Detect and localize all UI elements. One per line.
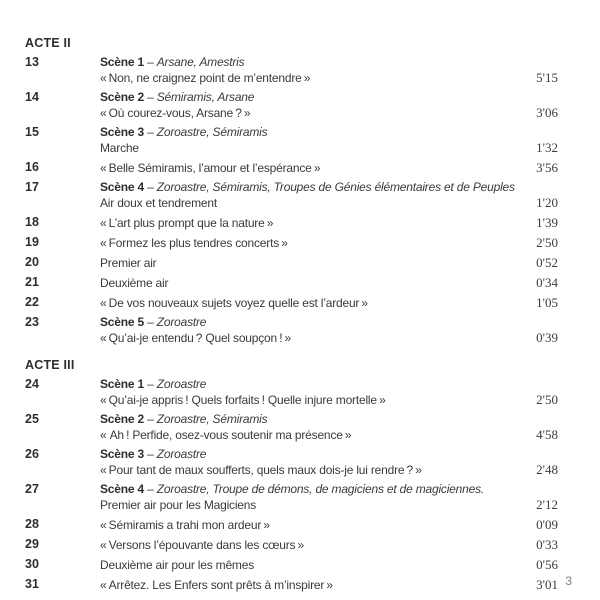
track-duration: 0'39 [536,330,558,345]
track-lines [100,90,558,121]
scene-label: Scène 4 [100,482,144,496]
track-lines [100,180,558,211]
track-text-line [100,517,558,533]
track-text-line [100,427,558,443]
scene-cast: Zoroastre, Sémiramis [156,412,268,426]
page-number: 3 [565,574,572,588]
track-lines [100,160,558,176]
scene-heading [100,412,558,427]
track-number: 22 [25,295,39,309]
track-text: Deuxième air [100,276,169,290]
track-duration: 2'50 [536,235,558,250]
scene-heading [100,315,558,330]
scene-label: Scène 5 [100,315,144,329]
track-row [25,275,558,291]
track-number: 28 [25,517,39,531]
track-duration: 1'20 [536,195,558,210]
track-text: Premier air pour les Magiciens [100,498,257,512]
track-lines [100,517,558,533]
track-text: « Formez les plus tendres concerts » [100,236,288,250]
track-duration: 1'05 [536,295,558,310]
track-text-line [100,497,558,513]
track-duration: 0'56 [536,557,558,572]
track-text: « Qu’ai-je appris ! Quels forfaits ! Quelle injure mortelle » [100,393,386,407]
scene-dash: – [143,55,157,69]
scene-cast: Sémiramis, Arsane [156,90,255,104]
tracklist [25,36,558,593]
track-lines [100,255,558,271]
track-lines [100,275,558,291]
scene-heading [100,377,558,392]
track-text: « Ah ! Perfide, osez-vous soutenir ma présence » [100,428,352,442]
scene-dash: – [143,180,157,194]
scene-heading [100,125,558,140]
track-row [25,482,558,513]
scene-heading-line [100,180,558,195]
track-text-line [100,557,558,573]
scene-label: Scène 3 [100,447,144,461]
track-lines [100,537,558,553]
scene-dash: – [143,315,157,329]
track-text-line [100,195,558,211]
track-number: 16 [25,160,39,174]
track-duration: 3'06 [536,105,558,120]
scene-cast: Arsane, Amestris [156,55,245,69]
track-duration: 2'12 [536,497,558,512]
track-row [25,255,558,271]
scene-label: Scène 1 [100,55,144,69]
track-text-line [100,255,558,271]
track-duration: 5'15 [536,70,558,85]
track-row [25,315,558,346]
track-row [25,180,558,211]
track-lines [100,482,558,513]
track-row [25,377,558,408]
track-row [25,55,558,86]
track-duration: 0'52 [536,255,558,270]
track-number: 19 [25,235,39,249]
scene-heading-line [100,90,558,105]
scene-dash: – [143,447,157,461]
track-text-line [100,275,558,291]
scene-heading-line [100,125,558,140]
track-text: Premier air [100,256,157,270]
scene-heading [100,482,558,497]
track-duration: 1'32 [536,140,558,155]
track-row [25,577,558,593]
track-row [25,215,558,231]
track-text: Air doux et tendrement [100,196,218,210]
track-lines [100,377,558,408]
scene-heading [100,55,558,70]
track-row [25,295,558,311]
track-text-line [100,577,558,593]
track-row [25,412,558,443]
track-lines [100,315,558,346]
scene-cast: Zoroastre, Sémiramis, Troupes de Génies élémentaires et de Peuples [156,180,515,194]
scene-label: Scène 3 [100,125,144,139]
scene-heading-line [100,412,558,427]
track-text: « De vos nouveaux sujets voyez quelle est l’ardeur » [100,296,368,310]
scene-heading-line [100,482,558,497]
track-text-line [100,70,558,86]
track-lines [100,235,558,251]
track-duration: 1'39 [536,215,558,230]
track-duration: 2'50 [536,392,558,407]
track-number: 21 [25,275,39,289]
track-duration: 3'01 [536,577,558,592]
track-lines [100,577,558,593]
track-number: 23 [25,315,39,329]
scene-cast: Zoroastre [156,315,207,329]
track-row [25,125,558,156]
track-text: « L’art plus prompt que la nature » [100,216,274,230]
track-text-line [100,160,558,176]
act-section [25,358,558,593]
track-text: « Arrêtez. Les Enfers sont prêts à m’inspirer » [100,578,333,592]
track-row [25,447,558,478]
track-text-line [100,235,558,251]
scene-heading-line [100,55,558,70]
track-text: « Versons l’épouvante dans les cœurs » [100,538,304,552]
track-text-line [100,215,558,231]
track-number: 25 [25,412,39,426]
track-row [25,537,558,553]
scene-heading [100,90,558,105]
track-lines [100,557,558,573]
track-lines [100,447,558,478]
track-text: Marche [100,141,139,155]
scene-heading-line [100,447,558,462]
scene-heading-line [100,315,558,330]
scene-label: Scène 1 [100,377,144,391]
track-duration: 3'56 [536,160,558,175]
track-text: « Non, ne craignez point de m’entendre » [100,71,311,85]
track-row [25,557,558,573]
track-lines [100,215,558,231]
track-row [25,160,558,176]
track-text-line [100,140,558,156]
track-number: 29 [25,537,39,551]
act-section [25,36,558,346]
track-text-line [100,462,558,478]
track-text-line [100,295,558,311]
act-title: ACTE II [25,36,71,50]
track-number: 31 [25,577,39,591]
track-text: « Pour tant de maux soufferts, quels maux dois-je lui rendre ? » [100,463,422,477]
scene-dash: – [143,125,157,139]
scene-heading [100,180,558,195]
track-number: 30 [25,557,39,571]
track-lines [100,295,558,311]
track-number: 14 [25,90,39,104]
track-text-line [100,537,558,553]
track-text: « Sémiramis a trahi mon ardeur » [100,518,270,532]
track-row [25,517,558,533]
scene-label: Scène 2 [100,412,144,426]
track-text: « Où courez-vous, Arsane ? » [100,106,251,120]
track-number: 13 [25,55,39,69]
scene-dash: – [143,482,157,496]
track-row [25,235,558,251]
track-duration: 0'34 [536,275,558,290]
track-duration: 4'58 [536,427,558,442]
track-text: « Belle Sémiramis, l’amour et l’espérance » [100,161,321,175]
track-number: 27 [25,482,39,496]
track-lines [100,125,558,156]
scene-cast: Zoroastre, Troupe de démons, de magiciens et de magiciennes. [156,482,485,496]
track-duration: 0'09 [536,517,558,532]
track-number: 26 [25,447,39,461]
scene-dash: – [143,90,157,104]
scene-label: Scène 2 [100,90,144,104]
track-duration: 0'33 [536,537,558,552]
scene-cast: Zoroastre [156,447,207,461]
track-lines [100,412,558,443]
scene-heading-line [100,377,558,392]
scene-dash: – [143,377,157,391]
track-text-line [100,330,558,346]
track-number: 18 [25,215,39,229]
track-text-line [100,392,558,408]
track-text-line [100,105,558,121]
scene-cast: Zoroastre [156,377,207,391]
track-duration: 2'48 [536,462,558,477]
track-lines [100,55,558,86]
track-text: Deuxième air pour les mêmes [100,558,254,572]
track-number: 20 [25,255,39,269]
scene-cast: Zoroastre, Sémiramis [156,125,268,139]
track-text: « Qu’ai-je entendu ? Quel soupçon ! » [100,331,292,345]
track-number: 15 [25,125,39,139]
track-number: 24 [25,377,39,391]
track-row [25,90,558,121]
act-title: ACTE III [25,358,75,372]
track-number: 17 [25,180,39,194]
scene-heading [100,447,558,462]
scene-label: Scène 4 [100,180,144,194]
scene-dash: – [143,412,157,426]
